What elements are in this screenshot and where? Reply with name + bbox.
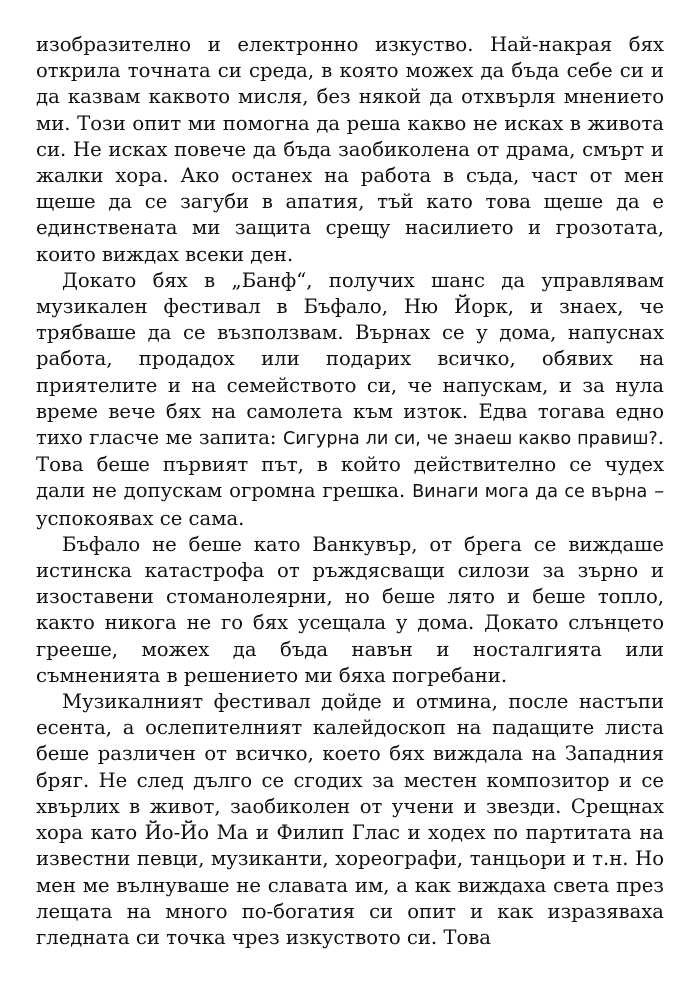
- paragraph-2-text-a: Докато бях в „Банф“, получих шанс да управлявам музикален фестивал в Бъфало, Ню Йорк, и знаех, че трябваше да се възползвам. Върнах се у дома, напуснах работа, продадох или подарих всичко, обявих на приятелите и на семейството си, че напускам, и за нула време вече бях на самолета към изток. Едва тогава едно тихо гласче ме запита:: [36, 268, 664, 450]
- paragraph-3-buffalo: Бъфало не беше като Ванкувър, от брега се виждаше истинска катастрофа от ръждясващи силози за зърно и изоставени стоманолеярни, но беше лято и беше топло, както никога не го бях усещала у дома. Докато слънцето грееше, можех да бъда навън и носталгията или съмненията в решението ми бяха погребани.: [36, 532, 664, 687]
- inner-thought-question: Сигурна ли си, че знаеш какво правиш?: [282, 429, 658, 450]
- paragraph-2-text-b: . Това беше първият път, в който действително се чудех дали не допускам огромна грешка.: [36, 426, 665, 503]
- paragraph-2-banff: [36, 268, 664, 532]
- paragraph-2-text-c: – успокоявах се сама.: [36, 479, 664, 530]
- inner-thought-return: Винаги мога да се върна: [412, 482, 648, 503]
- paragraph-1-continuation: изобразително и електронно изкуство. Най-накрая бях открила точната си среда, в която можех да бъда себе си и да казвам каквото мисля, без някой да отхвърля мнението ми. Този опит ми помогна да реша какво не исках в живота си. Не исках повече да бъда заобиколена от драма, смърт и жалки хора. Ако останех на работа в съда, част от мен щеше да се загуби в апатия, тъй като това щеше да е единствената ми защита срещу насилието и грозотата, които виждах всеки ден.: [36, 33, 664, 266]
- paragraph-4-festival: Музикалният фестивал дойде и отмина, после настъпи есента, а ослепителният калейдоскоп на падащите листа беше различен от всичко, което бях виждала на Западния бряг. Не след дълго се сгодих за местен композитор и се хвърлих в живот, заобиколен от учени и звезди. Срещнах хора като Йо-Йо Ма и Филип Глас и ходех по партитата на известни певци, музиканти, хореографи, танцьори и т.н. Но мен ме вълнуваше не славата им, а как виждаха света през лещата на много по-богатия си опит и как изразяваха гледната си точка чрез изкуството си. Това: [36, 690, 664, 949]
